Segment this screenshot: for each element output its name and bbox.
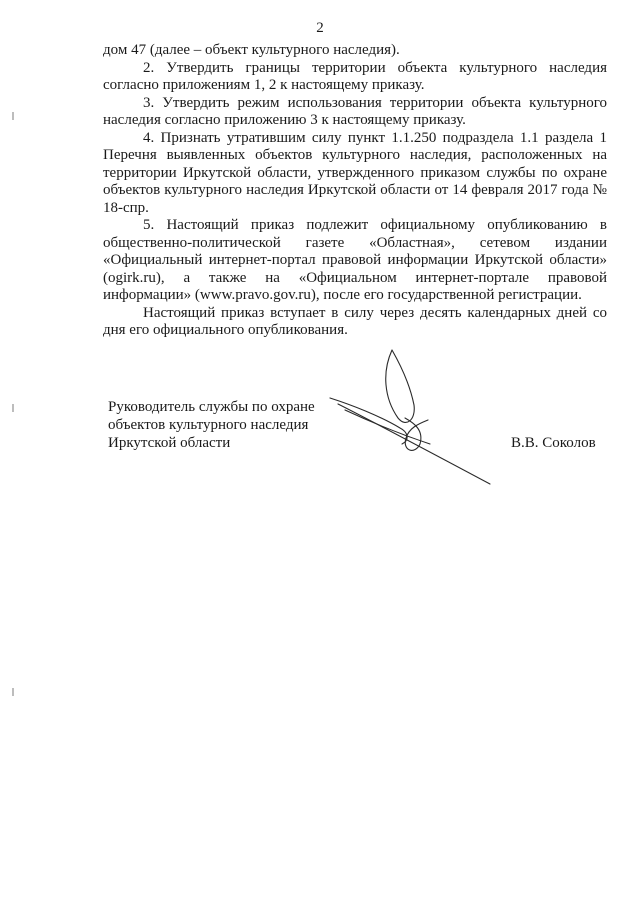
signature-stroke <box>405 418 428 450</box>
signatory-position <box>108 398 338 452</box>
scan-artifact <box>12 112 14 120</box>
scan-artifact <box>12 688 14 696</box>
scan-artifact <box>12 404 14 412</box>
signatory-position-line: Иркутской области <box>108 435 231 451</box>
document-body <box>103 42 607 340</box>
signature-stroke <box>386 350 415 422</box>
signatory-name: В.В. Соколов <box>511 435 596 451</box>
paragraph-item-4: 4. Признать утратившим силу пункт 1.1.250 подраздела 1.1 раздела 1 Перечня выявленных объектов культурного наследия, расположенных на территории Иркутской области, утвержденного приказом службы по охране объектов культурного наследия Иркутской области от 14 февраля 2017 года № 18-спр. <box>103 129 607 216</box>
signature-stroke <box>330 398 407 444</box>
signatory-position-line: Руководитель службы по охране <box>108 399 315 415</box>
signatory-position-line: объектов культурного наследия <box>108 417 309 433</box>
paragraph-effective-date: Настоящий приказ вступает в силу через десять календарных дней со дня его официального опубликования. <box>103 304 607 338</box>
signature-stroke <box>345 410 430 444</box>
paragraph-continuation: дом 47 (далее – объект культурного наследия). <box>103 42 400 58</box>
paragraph-item-5: 5. Настоящий приказ подлежит официальному опубликованию в общественно-политической газете «Областная», сетевом издании «Официальный интернет-портал правовой информации Иркутской области» (ogirk.ru), а также на «Официальном интернет-портале правовой информации» (www.pravo.gov.ru), после его государственной регистрации. <box>103 217 607 303</box>
paragraph-item-2: 2. Утвердить границы территории объекта культурного наследия согласно приложениям 1, 2 к настоящему приказу. <box>103 59 607 93</box>
paragraph-item-3: 3. Утвердить режим использования территории объекта культурного наследия согласно приложению 3 к настоящему приказу. <box>103 94 607 128</box>
signature-stroke <box>338 404 490 484</box>
page-number: 2 <box>316 20 324 36</box>
